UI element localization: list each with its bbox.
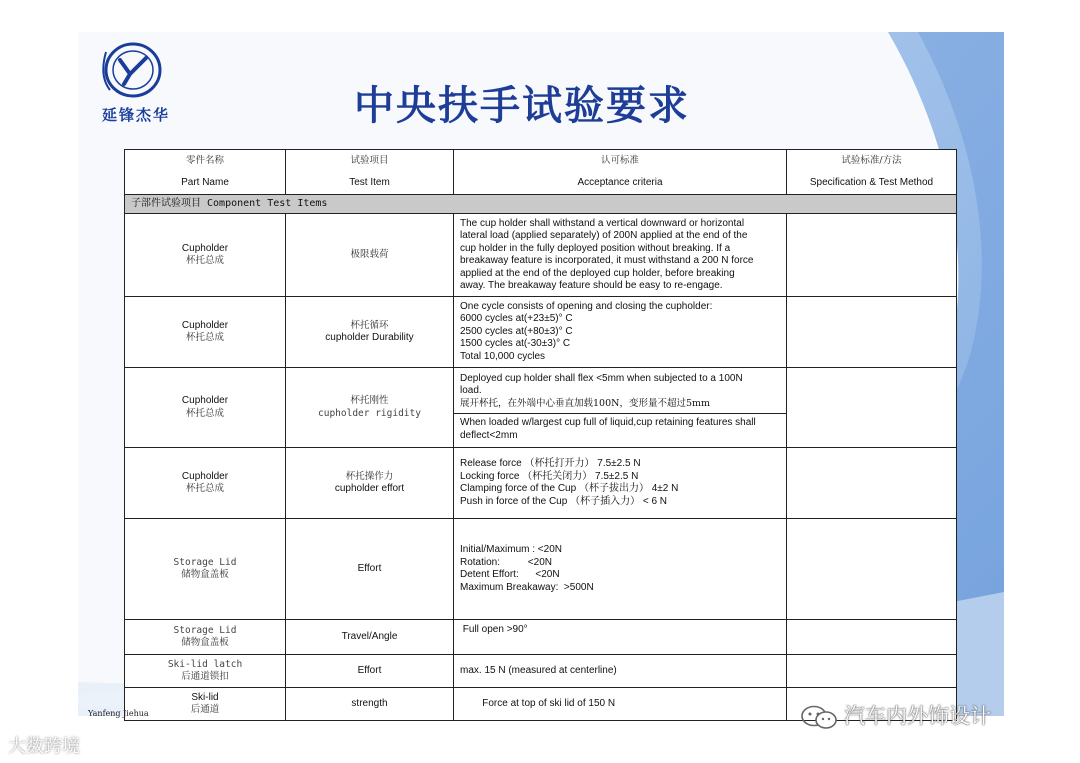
criteria-cell: Full open >90° xyxy=(454,620,787,655)
part-name-cell: Storage Lid 储物盒盖板 xyxy=(125,519,286,620)
test-requirements-table xyxy=(124,149,957,721)
criteria-cell: Release force （杯托打开力） 7.5±2.5 N Locking force （杯托关闭力） 7.5±2.5 N Clamping force of the Cup （杯子拔出力） 4±2 N Push in force of the Cup （杯子插入力） < 6 N xyxy=(454,448,787,519)
table-row xyxy=(125,448,957,519)
table-row xyxy=(125,214,957,297)
table-row xyxy=(125,368,957,448)
test-item-cell: strength xyxy=(286,688,454,721)
table-header-row xyxy=(125,150,957,195)
table-row xyxy=(125,620,957,655)
watermark-left xyxy=(8,732,80,758)
table-row xyxy=(125,297,957,368)
watermark-left-text: 大数跨境 xyxy=(8,736,80,757)
header-test-item: 试验项目 Test Item xyxy=(286,150,454,195)
table-row xyxy=(125,655,957,688)
part-name-cell: Ski-lid 后通道 xyxy=(125,688,286,721)
method-cell xyxy=(787,448,957,519)
part-name-cell: Cupholder 杯托总成 xyxy=(125,297,286,368)
section-header-row xyxy=(125,195,957,214)
header-acceptance-criteria: 认可标准 Acceptance criteria xyxy=(454,150,787,195)
company-logo xyxy=(90,40,200,130)
watermark-right-text: 汽车内外饰设计 xyxy=(844,704,991,728)
header-test-method: 试验标准/方法 Specification & Test Method xyxy=(787,150,957,195)
logo-emblem-icon xyxy=(100,40,166,100)
table-row xyxy=(125,519,957,620)
wechat-icon xyxy=(800,705,838,729)
criteria-subcell: When loaded w/largest cup full of liquid,cup retaining features shall deflect<2mm xyxy=(454,413,786,442)
method-cell xyxy=(787,655,957,688)
footer-company-name: Yanfeng Jiehua xyxy=(88,709,149,718)
method-cell xyxy=(787,368,957,448)
criteria-cell: max. 15 N (measured at centerline) xyxy=(454,655,787,688)
test-item-cell: Travel/Angle xyxy=(286,620,454,655)
part-name-cell: Cupholder 杯托总成 xyxy=(125,214,286,297)
test-item-cell: 极限载荷 xyxy=(286,214,454,297)
test-item-cell: 杯托循环 cupholder Durability xyxy=(286,297,454,368)
method-cell xyxy=(787,519,957,620)
test-item-cell: Effort xyxy=(286,519,454,620)
method-cell xyxy=(787,620,957,655)
test-item-cell: Effort xyxy=(286,655,454,688)
part-name-cell: Cupholder 杯托总成 xyxy=(125,448,286,519)
section-label: 子部件试验项目 Component Test Items xyxy=(125,195,957,214)
header-part-name: 零件名称 Part Name xyxy=(125,150,286,195)
criteria-cell: One cycle consists of opening and closing the cupholder: 6000 cycles at(+23±5)° C 2500 cycles at(+80±3)° C 1500 cycles at(-30±3)° C Total 10,000 cycles xyxy=(454,297,787,368)
part-name-cell: Ski-lid latch 后通道锁扣 xyxy=(125,655,286,688)
method-cell xyxy=(787,297,957,368)
method-cell xyxy=(787,214,957,297)
logo-company-name: 延锋杰华 xyxy=(102,106,171,124)
criteria-cell: The cup holder shall withstand a vertical downward or horizontal lateral load (applied separately) of 200N applied at the end of the cup holder in the fully deployed position without breaking. If a breakaway feature is incorporated, it must withstand a 200 N force applied at the end of the deployed cup holder, before breaking away. The breakaway feature should be easy to re-engage. xyxy=(454,214,787,297)
test-item-cell: 杯托操作力 cupholder effort xyxy=(286,448,454,519)
watermark-right xyxy=(800,700,991,730)
criteria-cell: Initial/Maximum : <20N Rotation: <20N Detent Effort: <20N Maximum Breakaway: >500N xyxy=(454,519,787,620)
part-name-cell: Cupholder 杯托总成 xyxy=(125,368,286,448)
criteria-cell: Force at top of ski lid of 150 N xyxy=(454,688,787,721)
test-item-cell: 杯托刚性 cupholder rigidity xyxy=(286,368,454,448)
part-name-cell: Storage Lid 储物盒盖板 xyxy=(125,620,286,655)
page-title: 中央扶手试验要求 xyxy=(354,82,690,129)
criteria-cell: Deployed cup holder shall flex <5mm when subjected to a 100N load. 展开杯托，在外端中心垂直加载100N，变形量不超过5mm When loaded w/largest cup full of liquid,cup retaining features shall deflect<2mm xyxy=(454,368,787,448)
